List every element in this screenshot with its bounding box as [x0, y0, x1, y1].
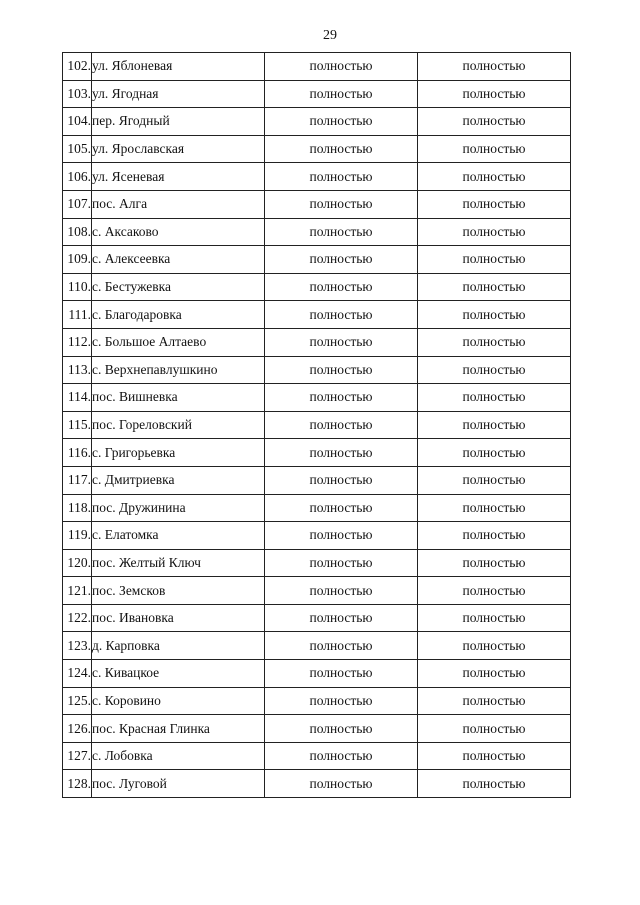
- coverage-cell-2: полностью: [418, 80, 571, 108]
- row-number-cell: 110.: [63, 273, 92, 301]
- coverage-cell-2: полностью: [418, 632, 571, 660]
- settlements-table: [62, 52, 571, 798]
- coverage-cell-2: полностью: [418, 163, 571, 191]
- row-number-cell: 102.: [63, 53, 92, 81]
- settlement-name-cell: с. Лобовка: [92, 742, 265, 770]
- settlement-name-cell: пос. Гореловский: [92, 411, 265, 439]
- settlement-name-cell: пос. Желтый Ключ: [92, 549, 265, 577]
- coverage-cell-2: полностью: [418, 301, 571, 329]
- row-number-cell: 121.: [63, 577, 92, 605]
- table-row: [63, 246, 571, 274]
- coverage-cell-2: полностью: [418, 218, 571, 246]
- settlement-name-cell: ул. Ягодная: [92, 80, 265, 108]
- row-number-cell: 114.: [63, 384, 92, 412]
- table-row: [63, 549, 571, 577]
- coverage-cell-1: полностью: [265, 604, 418, 632]
- coverage-cell-2: полностью: [418, 328, 571, 356]
- row-number-cell: 117.: [63, 466, 92, 494]
- coverage-cell-1: полностью: [265, 742, 418, 770]
- coverage-cell-2: полностью: [418, 135, 571, 163]
- coverage-cell-2: полностью: [418, 742, 571, 770]
- row-number-cell: 115.: [63, 411, 92, 439]
- table-row: [63, 273, 571, 301]
- table-row: [63, 439, 571, 467]
- settlement-name-cell: с. Коровино: [92, 687, 265, 715]
- settlement-name-cell: ул. Ясеневая: [92, 163, 265, 191]
- table-row: [63, 660, 571, 688]
- table-row: [63, 715, 571, 743]
- coverage-cell-2: полностью: [418, 687, 571, 715]
- table-row: [63, 604, 571, 632]
- row-number-cell: 122.: [63, 604, 92, 632]
- row-number-cell: 105.: [63, 135, 92, 163]
- coverage-cell-1: полностью: [265, 439, 418, 467]
- table-row: [63, 770, 571, 798]
- settlement-name-cell: с. Большое Алтаево: [92, 328, 265, 356]
- coverage-cell-1: полностью: [265, 246, 418, 274]
- coverage-cell-2: полностью: [418, 273, 571, 301]
- table-row: [63, 108, 571, 136]
- table-row: [63, 301, 571, 329]
- settlement-name-cell: с. Верхнепавлушкино: [92, 356, 265, 384]
- coverage-cell-1: полностью: [265, 660, 418, 688]
- coverage-cell-1: полностью: [265, 770, 418, 798]
- settlement-name-cell: с. Аксаково: [92, 218, 265, 246]
- settlement-name-cell: пос. Вишневка: [92, 384, 265, 412]
- settlement-name-cell: пос. Ивановка: [92, 604, 265, 632]
- table-row: [63, 163, 571, 191]
- settlement-name-cell: пос. Красная Глинка: [92, 715, 265, 743]
- coverage-cell-2: полностью: [418, 466, 571, 494]
- coverage-cell-1: полностью: [265, 53, 418, 81]
- row-number-cell: 119.: [63, 522, 92, 550]
- row-number-cell: 120.: [63, 549, 92, 577]
- coverage-cell-1: полностью: [265, 356, 418, 384]
- coverage-cell-1: полностью: [265, 163, 418, 191]
- coverage-cell-1: полностью: [265, 135, 418, 163]
- coverage-cell-1: полностью: [265, 632, 418, 660]
- row-number-cell: 127.: [63, 742, 92, 770]
- coverage-cell-1: полностью: [265, 301, 418, 329]
- table-row: [63, 53, 571, 81]
- table-row: [63, 687, 571, 715]
- settlement-name-cell: д. Карповка: [92, 632, 265, 660]
- coverage-cell-1: полностью: [265, 687, 418, 715]
- coverage-cell-1: полностью: [265, 549, 418, 577]
- coverage-cell-2: полностью: [418, 384, 571, 412]
- coverage-cell-2: полностью: [418, 190, 571, 218]
- coverage-cell-1: полностью: [265, 273, 418, 301]
- coverage-cell-1: полностью: [265, 384, 418, 412]
- table-row: [63, 190, 571, 218]
- table-row: [63, 577, 571, 605]
- table-row: [63, 632, 571, 660]
- settlement-name-cell: пос. Луговой: [92, 770, 265, 798]
- coverage-cell-1: полностью: [265, 715, 418, 743]
- coverage-cell-1: полностью: [265, 577, 418, 605]
- coverage-cell-2: полностью: [418, 356, 571, 384]
- coverage-cell-1: полностью: [265, 466, 418, 494]
- coverage-cell-2: полностью: [418, 522, 571, 550]
- row-number-cell: 113.: [63, 356, 92, 384]
- table-body: [63, 53, 571, 798]
- coverage-cell-2: полностью: [418, 770, 571, 798]
- coverage-cell-2: полностью: [418, 439, 571, 467]
- coverage-cell-1: полностью: [265, 411, 418, 439]
- table-row: [63, 411, 571, 439]
- table-row: [63, 80, 571, 108]
- page-number: 29: [323, 28, 337, 43]
- table-row: [63, 522, 571, 550]
- row-number-cell: 108.: [63, 218, 92, 246]
- table-row: [63, 384, 571, 412]
- settlement-name-cell: с. Кивацкое: [92, 660, 265, 688]
- settlement-name-cell: пос. Алга: [92, 190, 265, 218]
- settlement-name-cell: пос. Земсков: [92, 577, 265, 605]
- row-number-cell: 106.: [63, 163, 92, 191]
- row-number-cell: 109.: [63, 246, 92, 274]
- row-number-cell: 107.: [63, 190, 92, 218]
- settlement-name-cell: с. Дмитриевка: [92, 466, 265, 494]
- coverage-cell-1: полностью: [265, 108, 418, 136]
- coverage-cell-1: полностью: [265, 218, 418, 246]
- settlement-name-cell: с. Благодаровка: [92, 301, 265, 329]
- row-number-cell: 103.: [63, 80, 92, 108]
- row-number-cell: 124.: [63, 660, 92, 688]
- coverage-cell-2: полностью: [418, 246, 571, 274]
- coverage-cell-2: полностью: [418, 660, 571, 688]
- row-number-cell: 104.: [63, 108, 92, 136]
- table-row: [63, 466, 571, 494]
- settlement-name-cell: ул. Яблоневая: [92, 53, 265, 81]
- row-number-cell: 123.: [63, 632, 92, 660]
- table-row: [63, 135, 571, 163]
- coverage-cell-2: полностью: [418, 715, 571, 743]
- table-row: [63, 328, 571, 356]
- coverage-cell-1: полностью: [265, 328, 418, 356]
- coverage-cell-2: полностью: [418, 411, 571, 439]
- settlement-name-cell: ул. Ярославская: [92, 135, 265, 163]
- row-number-cell: 118.: [63, 494, 92, 522]
- settlement-name-cell: с. Алексеевка: [92, 246, 265, 274]
- row-number-cell: 125.: [63, 687, 92, 715]
- table-row: [63, 494, 571, 522]
- row-number-cell: 112.: [63, 328, 92, 356]
- coverage-cell-1: полностью: [265, 80, 418, 108]
- coverage-cell-2: полностью: [418, 549, 571, 577]
- table-row: [63, 218, 571, 246]
- row-number-cell: 126.: [63, 715, 92, 743]
- row-number-cell: 116.: [63, 439, 92, 467]
- settlement-name-cell: с. Григорьевка: [92, 439, 265, 467]
- coverage-cell-2: полностью: [418, 604, 571, 632]
- coverage-cell-2: полностью: [418, 577, 571, 605]
- coverage-cell-2: полностью: [418, 53, 571, 81]
- row-number-cell: 111.: [63, 301, 92, 329]
- settlement-name-cell: с. Бестужевка: [92, 273, 265, 301]
- row-number-cell: 128.: [63, 770, 92, 798]
- coverage-cell-1: полностью: [265, 190, 418, 218]
- coverage-cell-1: полностью: [265, 522, 418, 550]
- coverage-cell-2: полностью: [418, 108, 571, 136]
- settlement-name-cell: пос. Дружинина: [92, 494, 265, 522]
- coverage-cell-1: полностью: [265, 494, 418, 522]
- table-row: [63, 356, 571, 384]
- settlement-name-cell: с. Елатомка: [92, 522, 265, 550]
- table-row: [63, 742, 571, 770]
- coverage-cell-2: полностью: [418, 494, 571, 522]
- settlement-name-cell: пер. Ягодный: [92, 108, 265, 136]
